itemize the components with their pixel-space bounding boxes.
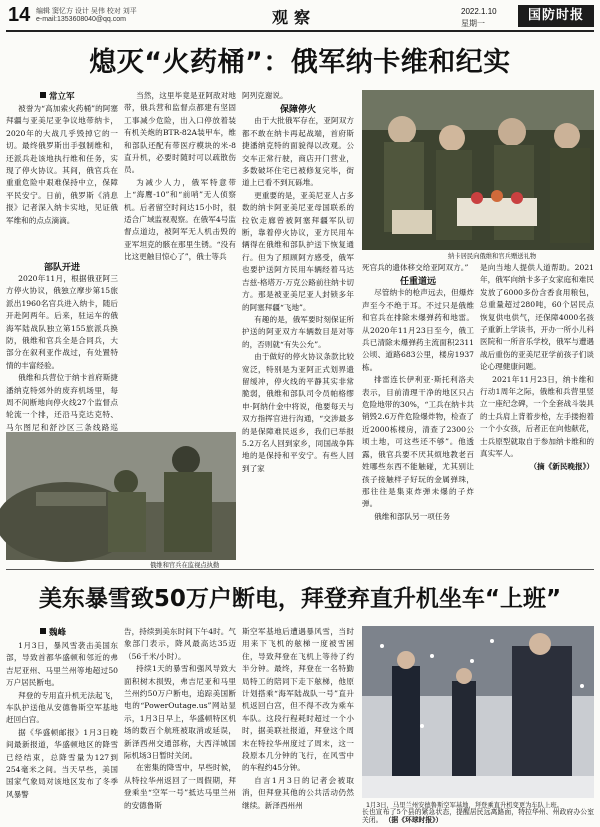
paragraph: 更重要的是，亚美尼亚人占多数的纳卡阿亚美尼亚母国联系的拉钦走廊曾被阿塞拜疆军队切断，靠着停火协议，亚方民用车辆得在俄维和部队护送下恢复通行。但为了照顾阿方感受，俄军也要护送阿方民用车辆经着马达吉兹-格塔万-万克公路前往纳卡切方。那是被亚美尼亚人封锁多年的阿塞拜疆“飞地”。 <box>242 190 354 312</box>
article1-col1-top <box>6 103 118 261</box>
section-divider <box>6 569 594 570</box>
photo-motorcade-snow-image <box>362 626 594 798</box>
paragraph: 被誉为“高加索火药桶”的阿塞拜疆与亚美尼亚争议地带纳卡，2020年的大战几乎毁掉它的一切。最终俄罗斯出手强制维和，还派兵赴该地执行维和任务，实现了停火协议。其间，俄官兵在重重危险中艰难保持中立，保障平民安宁。日前，俄罗斯《消息报》记者深入纳卡实地，见证俄军维和的点点滴滴。 <box>6 104 118 225</box>
photo-observation-post <box>6 432 236 560</box>
subhead-ceasefire: 保障停火 <box>279 105 316 116</box>
photo-gift-to-peacekeepers <box>362 90 594 250</box>
paragraph: 在密集的降雪中，早些时候，从特拉华州返回了一周假期，拜登乘坐“空军一号”抵达马里兰州的安德鲁斯 <box>124 763 236 810</box>
article2-source: （据《环球时报》） <box>384 816 443 824</box>
subhead-deployment: 部队开进 <box>43 263 80 273</box>
article1-col5 <box>480 262 594 568</box>
author-name: 常立军 <box>49 92 75 102</box>
article2-author <box>40 626 66 638</box>
section-title: 观察 <box>272 8 317 27</box>
page-number: 14 <box>8 4 31 26</box>
article2-col4 <box>362 808 594 824</box>
article1-col2 <box>124 90 236 430</box>
article1-headline: 熄灭“火药桶”：俄军纳卡维和纪实 <box>89 47 511 78</box>
paragraph: 是向当地人提供人道帮助。2021年，俄军向纳卡多子女家庭和难民发放了6000多份含香食用粮包，总重量超过280吨，60个居民点恢复供电供气，还保障4000名孩子重新上学读书，开办一所小儿科医院和一所音乐学校，俄军与遭遇战后重伤的亚美尼亚学前孩子们谈论心理健康问题。 <box>480 263 594 372</box>
page-header <box>6 5 594 29</box>
paragraph: 长也宣布了5个县的紧急状态，提醒居民远离路面，特拉华州、州政府办公室关闭。 <box>362 808 594 824</box>
article1-source: （摘《新民晚报》） <box>529 461 594 471</box>
article2-headline: 美东暴雪致50万户断电，拜登弃直升机坐车“上班” <box>38 586 562 612</box>
paragraph: 当然，这里毕竟是亚阿敌对地带，俄兵营和监督点都建有坚固工事减少危险，出入口停放着装有机关炮的BTR-82A装甲车，维和部队还配有带医疗模块的米-8直升机，必要时随时可以疏散伤员。 <box>124 91 236 175</box>
paragraph: 2021年11月23日，纳卡维和行动1周年之际，俄维和兵营里竖立一座纪念碑，一个全套战斗装具的士兵肩上背着步枪，左手搂抱着一个小女孩，后者正在向他献花，士兵原型就取自于参加纳卡维和的真实军人。 <box>480 374 594 459</box>
paragraph: 拜登的专用直升机无法起飞，车队护送他从安德鲁斯空军基地赶回白宫。 <box>6 690 118 725</box>
paragraph: 尽管纳卡的枪声远去，但爆炸声至今不绝于耳。不过只是俄维和官兵在排除未爆弹药和地雷。从2020年11月23日至今，俄工兵已清除未爆弹药主流面积2311公顷、道路683公里，楼房1937栋。 <box>362 288 474 372</box>
header-rule <box>6 30 594 32</box>
paragraph: 自言1月3日的记者会被取消，但拜登其他的公共活动仍然继续。新泽西州州 <box>242 775 354 810</box>
paragraph: 俄维和兵营位于纳卡首府斯捷潘纳克特郊外的废弃机场里，每周不间断地向停火线27个监督点轮流一个排，还沿马克达克特、马尔图尼和舒沙区三条线路巡 <box>6 373 118 432</box>
paragraph: 有趣的是，俄军要时刻保证所护送的阿亚双方车辆数目是对等的，否则就“有失公允”。 <box>242 314 354 349</box>
paragraph: 俄维和部队另一项任务 <box>374 511 451 521</box>
paragraph: 告，持续到美东时间下午4时。气象部门表示，降风最高达35迈（56千米/小时）。 <box>124 627 236 661</box>
author-name: 魏峰 <box>49 628 67 638</box>
editors-line: 编辑 窦忆方 设计 吴伟 校对 刘平 <box>36 8 137 15</box>
paragraph: 1月3日，暴风雪袭击美国东部，导致首都华盛顿和邻近的弗吉尼亚州、马里兰州等地超过50万户居民断电。 <box>6 641 118 688</box>
email-line: e-mail:1353608040@qq.com <box>36 16 126 23</box>
paragraph: 由于做好的停火协议条款比较宽泛，特别是为亚阿正式划界遗留缓冲，停火线的平静其实非常脆弱，俄维和部队司令员帕格缪申·阿纳什金中将说，他要每天与双方指挥官进行沟通，“交涉最多的是保障难民返乡，我们已举报5.2万名人回到家乡，同国战争阵地的是保持和平安宁。有些人回到了家 <box>242 352 354 473</box>
paragraph: 排雷连长伊利亚·斯托利洛夫表示，目前清理干净的地区只占危险地带的30%，“工兵在纳卡共销毁2.6万件危险爆炸物，检查了近2000栋楼房，清查了2300公顷土地，可这些还不够”。他透露，俄官兵要不厌其烦地教老百姓哪些东西不能触碰，尤其别让孩子接触样子好玩的金属弹珠，那往往是集束炸弹未爆的子炸弹。 <box>362 375 474 509</box>
article1-col4 <box>362 262 474 568</box>
photo1-caption: 俄维和官兵在监视点执勤 <box>150 562 220 569</box>
article1-col1-bottom <box>6 260 118 432</box>
photo2-caption: 纳卡居民向俄维和官兵赠送礼物 <box>448 253 537 260</box>
paragraph: 为减少人力，俄军特意带上“海鹰-10”和“前哨”无人侦察机。后者留空时间达15小时，很适合广域监视观察。在俄军4号监督点道边，被阿军无人机击毁的亚军坦克的骸在那里生锈。“没有比这更触目惊心了”，俄士等兵 <box>124 177 236 262</box>
issue-date: 2022.1.10 <box>461 7 497 16</box>
byline-square-icon <box>40 628 46 634</box>
article1-col3 <box>242 90 354 568</box>
paragraph: 死官兵的遗体移交给亚阿双方。” <box>362 263 469 272</box>
photo3-caption: 1月3日，马里兰州安德鲁斯空军基地，拜登乘直升机变更为车队上班。 <box>366 802 563 809</box>
masthead-logo: 国防时报 <box>518 5 594 27</box>
article2-col1 <box>6 640 118 823</box>
issue-weekday: 星期一 <box>461 19 485 28</box>
paragraph: 斯空军基地后遭遇暴风雪，当时用来下飞机的舷梯一度被雪困住，导致拜登在飞机上等待了约半分钟。最终，拜登在一名特勤局特工的陪同下走下舷梯，他原计划搭乘“海军陆战队一号”直升机返回白宫，但不得不改为乘车车队。这段行程耗时超过一个小时，据美联社报道，拜登这个周末在特拉华州度过了周末，这一段原本几分钟的飞行，在风雪中的车程约45分钟。 <box>242 627 354 773</box>
paragraph: 持续1天的暴雪和强风导致大面积树木损毁，弗吉尼亚和马里兰州约50万户断电，追踪美国断电的“PowerOutage.us”网站显示，1月3日早上，华盛顿特区机场的数百个航班被取消或延误，新泽西州交通部称，大西洋城国际机场3日暂时关闭。 <box>124 664 236 761</box>
byline-square-icon <box>40 92 46 98</box>
photo-soldiers-cake-image <box>362 90 594 250</box>
article2-col3 <box>242 626 354 823</box>
paragraph: 由于大批俄军存在，亚阿双方都不敢在纳卡再起战端，首府斯捷潘纳克特的面貌得以改观。公交车正常行驶，商店开门营业，多数破坏住宅已被修复完毕，街道上已看不到瓦砾堆。 <box>242 116 354 188</box>
paragraph: 阿列克谢说。 <box>242 91 288 100</box>
paragraph: 据《华盛顿邮报》1月3日晚间最新报道，华盛顿地区的降雪已经结束，总降雪量为127到254毫米之间。当天早些，美国国家气象局对该地区发布了冬季风暴警 <box>6 727 118 799</box>
paragraph: 2020年11月，根据俄亚阿三方停火协议，俄独立摩步第15旅派出1960名官兵进入纳卡，随后开赴阿两年。后来，驻运车的俄海军陆战队独立第155旅派兵换防，俄维和官兵全是合同兵，大部分在叙利亚作战过，有处置特情的丰富经验。 <box>6 274 118 370</box>
photo-soldiers-on-duty-image <box>6 432 236 560</box>
photo-biden-snow <box>362 626 594 798</box>
subhead-long-road: 任重道远 <box>399 277 436 288</box>
article2-col2 <box>124 626 236 823</box>
article1-author <box>40 90 75 102</box>
